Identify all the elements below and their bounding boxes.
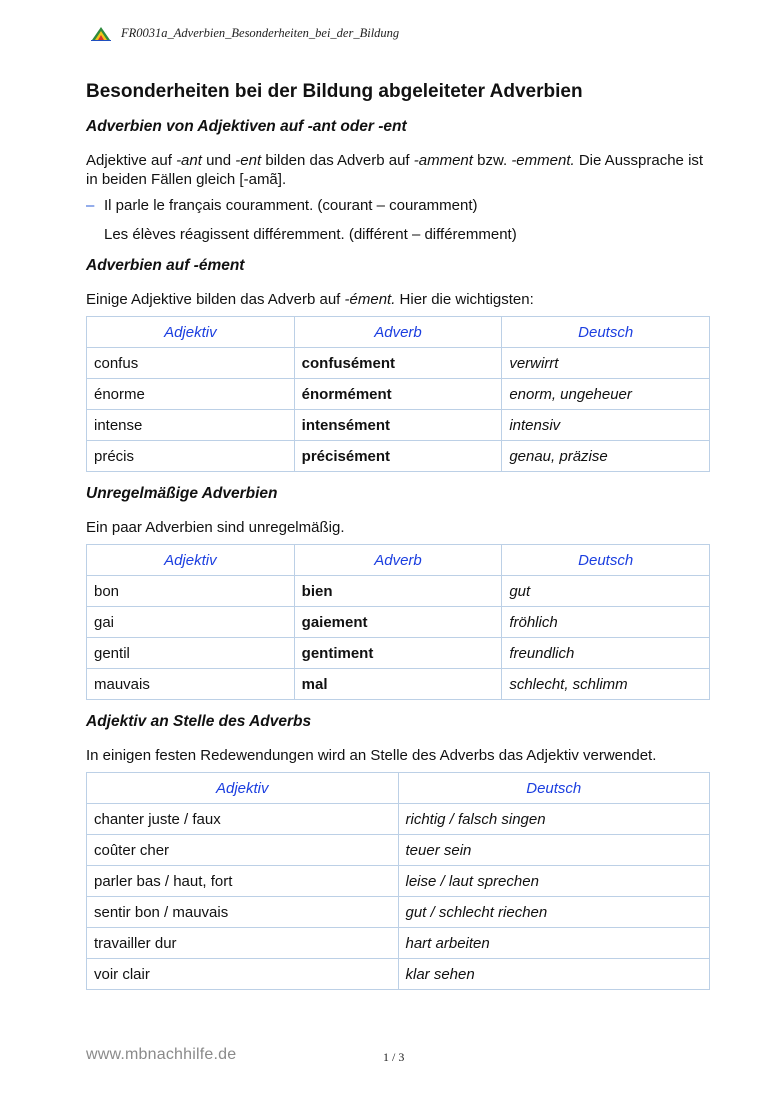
table-row: sentir bon / mauvais gut / schlecht riechen <box>87 897 710 928</box>
table-row: gentil gentiment freundlich <box>87 638 710 669</box>
column-header: Adverb <box>294 545 502 576</box>
table-header-row <box>87 773 710 804</box>
footer-website-link[interactable]: www.mbnachhilfe.de <box>86 1046 237 1063</box>
page-title: Besonderheiten bei der Bildung abgeleiteter Adverbien <box>86 81 583 102</box>
table-row: gai gaiement fröhlich <box>87 607 710 638</box>
section-intro-ement: Einige Adjektive bilden das Adverb auf -ément. Hier die wichtigsten: <box>86 291 534 308</box>
table-row: bon bien gut <box>87 576 710 607</box>
table-row: chanter juste / faux richtig / falsch singen <box>87 804 710 835</box>
example-item: Les élèves réagissent différemment. (différent – différemment) <box>104 226 517 243</box>
section-intro-ant-ent: Adjektive auf -ant und -ent bilden das Adverb auf -amment bzw. -emment. Die Aussprache ist in beiden Fällen gleich [-amã]. <box>86 152 704 188</box>
column-header: Deutsch <box>398 773 710 804</box>
irregular-table <box>86 544 710 700</box>
page-header <box>91 26 399 41</box>
example-list <box>86 196 710 244</box>
section-heading-ant-ent: Adverbien von Adjektiven auf -ant oder -ent <box>86 118 407 135</box>
table-row: confus confusément verwirrt <box>87 348 710 379</box>
column-header: Adjektiv <box>87 317 295 348</box>
example-item: – Il parle le français couramment. (courant – couramment) <box>86 197 478 214</box>
column-header: Adjektiv <box>87 773 399 804</box>
section-intro-irregular: Ein paar Adverbien sind unregelmäßig. <box>86 519 345 536</box>
section-heading-adjective-as-adverb: Adjektiv an Stelle des Adverbs <box>86 713 312 730</box>
page-content <box>86 80 710 1002</box>
column-header: Adjektiv <box>87 545 295 576</box>
ement-table <box>86 316 710 472</box>
table-row: coûter cher teuer sein <box>87 835 710 866</box>
section-heading-irregular: Unregelmäßige Adverbien <box>86 485 278 502</box>
mountain-logo-icon <box>91 26 111 41</box>
table-row: mauvais mal schlecht, schlimm <box>87 669 710 700</box>
table-row: voir clair klar sehen <box>87 959 710 990</box>
table-row: énorme énormément enorm, ungeheuer <box>87 379 710 410</box>
table-row: précis précisément genau, präzise <box>87 441 710 472</box>
table-header-row <box>87 545 710 576</box>
column-header: Deutsch <box>502 545 710 576</box>
section-heading-ement: Adverbien auf -ément <box>86 257 245 274</box>
table-row: parler bas / haut, fort leise / laut sprechen <box>87 866 710 897</box>
page-number: 1 / 3 <box>383 1050 405 1064</box>
adjective-as-adverb-table <box>86 772 710 990</box>
column-header: Deutsch <box>502 317 710 348</box>
table-row: intense intensément intensiv <box>87 410 710 441</box>
section-intro-adjective-as-adverb: In einigen festen Redewendungen wird an Stelle des Adverbs das Adjektiv verwendet. <box>86 747 657 764</box>
table-row: travailler dur hart arbeiten <box>87 928 710 959</box>
document-id: FR0031a_Adverbien_Besonderheiten_bei_der_Bildung <box>121 26 400 40</box>
column-header: Adverb <box>294 317 502 348</box>
dash-bullet-icon: – <box>86 197 95 214</box>
table-header-row <box>87 317 710 348</box>
